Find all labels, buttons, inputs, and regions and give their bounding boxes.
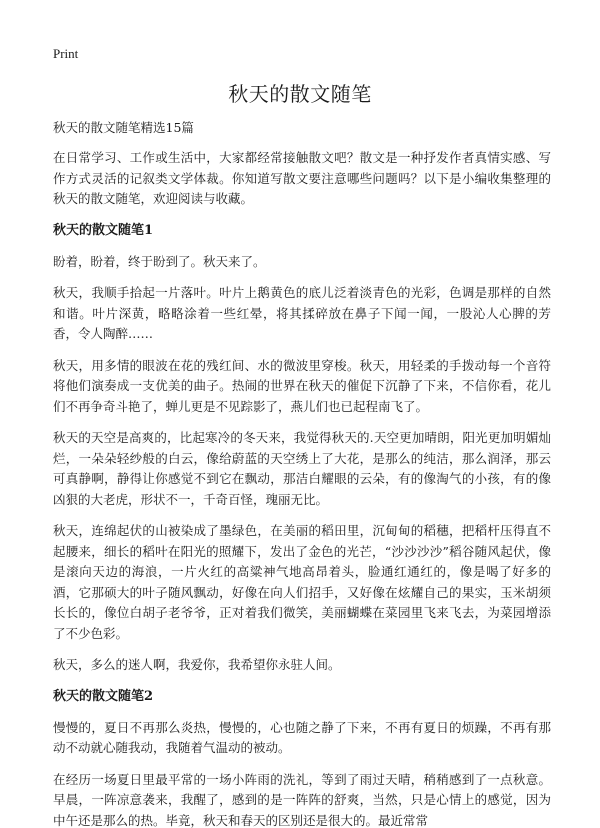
print-link[interactable]: Print [53, 46, 79, 61]
paragraph: 秋天，连绵起伏的山被染成了墨绿色，在美丽的稻田里，沉甸甸的稻穗，把稻杆压得直不起腰来，细长的稻叶在阳光的照耀下，发出了金色的光芒，“沙沙沙沙”稻谷随风起伏，像是滚向天边的海浪，一片火红的高粱神气地高昂着头，脸通红通红的，像是喝了好多的酒，它那硕大的叶子随风飘动，好像在向人们招手，又好像在炫耀自己的果实，玉米胡须长长的，像位白胡子老爷爷，正对着我们微笑，美丽蝴蝶在菜园里飞来飞去，为菜园增添了不少色彩。 [53, 523, 551, 641]
paragraph: 在经历一场夏日里最平常的一场小阵雨的洗礼，等到了雨过天晴，稍稍感到了一点秋意。早晨，一阵凉意袭来，我醒了，感到的是一阵阵的舒爽，当然，只是心情上的感觉，因为中午还是那么的热。毕竟，秋天和春天的区别还是很大的。最近常常 [53, 771, 551, 828]
paragraph: 秋天的天空是高爽的，比起寒冷的冬天来，我觉得秋天的.天空更加晴朗，阳光更加明媚灿烂，一朵朵轻纱般的白云，像给蔚蓝的天空绣上了大花，是那么的纯洁，那么润泽，那云可真静啊，静得让你感觉不到它在飘动，那洁白耀眼的云朵，有的像淘气的小孩，有的像凶狠的大老虎，形状不一，千奇百怪，瑰丽无比。 [53, 430, 551, 507]
paragraph: 秋天，我顺手拾起一片落叶。叶片上鹅黄色的底儿泛着淡青色的光彩，色调是那样的自然和谐。叶片深黄，略略涂着一些红晕，将其揉碎放在鼻子下闻一闻，一股沁人心脾的芳香，令人陶醉…… [53, 285, 551, 341]
section-heading: 秋天的散文随笔1 [53, 222, 154, 238]
paragraph: 秋天，用多情的眼波在花的残红间、水的微波里穿梭。秋天，用轻柔的手拨动每一个音符将他们演奏成一支优美的曲子。热闹的世界在秋天的催促下沉静了下来，不信你看，花儿们不再争奇斗艳了，蝉儿更是不见踪影了，燕儿们也已起程南飞了。 [53, 357, 551, 414]
paragraph: 盼着，盼着，终于盼到了。秋天来了。 [53, 253, 266, 269]
article-body [53, 118, 551, 828]
paragraph: 秋天，多么的迷人啊，我爱你，我希望你永驻人间。 [53, 657, 341, 672]
page-title: 秋天的散文随笔 [228, 82, 372, 106]
section-1 [53, 221, 551, 676]
article-subtitle: 秋天的散文随笔精选15篇 [53, 120, 194, 135]
section-heading: 秋天的散文随笔2 [53, 688, 154, 704]
section-2 [53, 687, 551, 828]
intro-paragraph: 在日常学习、工作或生活中，大家都经常接触散文吧？散文是一种抒发作者真情实感、写作方式灵活的记叙类文学体裁。你知道写散文要注意哪些问题吗？以下是小编收集整理的秋天的散文随笔，欢迎阅读与收藏。 [53, 150, 551, 206]
paragraph: 慢慢的，夏日不再那么炎热，慢慢的，心也随之静了下来，不再有夏日的烦躁，不再有那动不动就心随我动，我随着气温动的被动。 [53, 719, 551, 755]
